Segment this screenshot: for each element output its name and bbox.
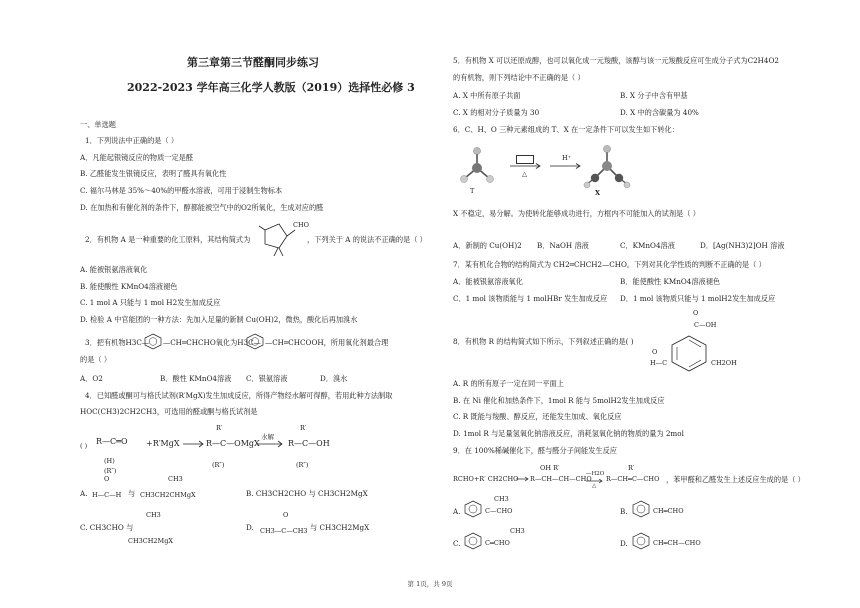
benzene-ring-icon (631, 500, 651, 518)
q3-stem-d: 的是（ ） (80, 355, 112, 364)
benzene-ring-icon (463, 532, 483, 550)
q4-intermediate: R—C—OMgX (206, 439, 260, 448)
q4-paren: ( ) (80, 442, 88, 450)
q2-option-d: D. 检验 A 中官能团的一种方法：先加入足量的新制 Cu(OH)2，微热，酸化后再加溴水 (80, 315, 358, 324)
q4-product: R—C—OH (288, 439, 330, 448)
q4-hydrolysis-label: 水解 (261, 433, 274, 441)
q9-option-a: A. (453, 507, 461, 516)
q9-reaction-b: R—CH—CH—CHO (530, 475, 592, 483)
q4-option-d: D. (246, 523, 254, 532)
q3-option-d: D．溴水 (320, 374, 348, 383)
q9-reaction-a: RCHO+R′ CH2CHO (453, 475, 519, 483)
q3-option-a: A．O2 (80, 374, 103, 383)
q4-option-a-with: 与 (128, 489, 136, 498)
q8-struct-cooh: C—OH (694, 321, 717, 329)
arrow-icon (550, 163, 582, 169)
q9-option-c-chain: C═CHO (485, 539, 510, 547)
q1-option-b: B. 乙醛能发生银镜反应，表明了醛具有氧化性 (80, 169, 227, 178)
q4-option-a-ch3: CH3 (168, 475, 183, 483)
q2-stem-b: ，下列关于 A 的说法不正确的是（ ） (307, 235, 427, 244)
q4-reactant-r: (R″) (104, 467, 117, 475)
q6-stem2: X 不稳定，易分解。为使转化能够成功进行，方框内不可能加入的试剂是（ ） (453, 209, 700, 218)
q6-option-b: B．NaOH 溶液 (537, 241, 589, 250)
q9-reaction-rp: R′ (628, 464, 635, 472)
q8-struct-ch2oh: CH2OH (711, 359, 737, 367)
q4-mid-rprime: R′ (216, 424, 223, 432)
q6-acid: H⁺ (562, 154, 572, 162)
q4-option-a-o: O (104, 475, 110, 483)
q6-label-x: X (595, 189, 601, 197)
q1-option-d: D. 在加热和有催化剂的条件下，醇都能被空气中的O2所氧化，生成对应的醛 (80, 203, 324, 212)
q1-option-c: C. 福尔马林是 35%～40%的甲醛水溶液，可用于浸制生物标本 (80, 186, 283, 195)
q4-option-d-with: 与 CH3CH2MgX (310, 523, 370, 532)
q4-option-a-hch: H—C—H (92, 491, 122, 499)
q9-option-b: B. (620, 507, 628, 516)
q7-stem: 7．某有机化合物的结构简式为 CH2═CHCH2—CHO。下列对其化学性质的判断不正确的是（ ） (453, 260, 766, 269)
q1-stem: 1．下列说法中正确的是（ ） (85, 136, 179, 145)
q5-option-d: D. X 中的含碳量为 40% (620, 108, 699, 117)
q6-heat: △ (522, 170, 527, 178)
q4-product-rdouble: (R″) (296, 461, 309, 469)
q9-option-b-chain: CH═CHO (653, 507, 684, 515)
q3-option-b: B．酸性 KMnO4溶液 (160, 374, 232, 383)
q3-option-c: C．银氨溶液 (246, 374, 288, 383)
q9-stem: 9．在 100%稀碱催化下，醛与醛分子间能发生反应 (453, 446, 617, 455)
q4-option-d-acetone: CH3—C—CH3 (260, 527, 308, 535)
q9-option-a-ch3: CH3 (494, 495, 509, 503)
q7-option-a: A．能被银氨溶液氧化 (453, 277, 523, 286)
molecule-t-image (455, 142, 505, 194)
q4-mid-rdouble: (R″) (212, 461, 225, 469)
q3-stem-b: —CH═CHCHO氧化为H3C— (163, 338, 261, 347)
q1-option-a: A．凡能起银镜反应的物质一定是醛 (80, 153, 194, 162)
q9-reaction-e: R—CH═C—CHO (606, 475, 660, 483)
q8-stem: 8．有机物 R 的结构简式如下所示，下列叙述正确的是( ) (453, 337, 634, 346)
q8-option-d: D. 1mol R 与足量氢氧化钠溶液反应，消耗氢氧化钠的物质的量为 2mol (453, 429, 684, 438)
page-footer: 第 1页，共 9页 (407, 580, 453, 588)
q4-option-b: B. CH3CH2CHO 与 CH3CH2MgX (246, 489, 368, 498)
q4-option-c: C. CH3CHO 与 (80, 523, 134, 532)
q7-option-d: D．1 mol 该物质只能与 1 molH2发生加成反应 (620, 294, 776, 303)
q4-grignard: +R′MgX (146, 439, 180, 448)
q5-option-a: A. X 中所有原子共面 (453, 91, 521, 100)
q4-option-a-grignard: CH3CH2CHMgX (140, 491, 196, 499)
q9-option-c: C. (453, 539, 461, 548)
q4-option-c-grignard: CH3CH2MgX (128, 537, 173, 545)
benzene-ring-icon (668, 334, 710, 372)
q4-product-rprime: R′ (300, 424, 307, 432)
q3-stem-a: 3．把有机物H3C— (85, 338, 150, 347)
q8-struct-o-low: O (652, 348, 658, 356)
q9-reaction-oh: OH R′ (540, 464, 560, 472)
q6-option-a: A．新制的 Cu(OH)2 (453, 241, 522, 250)
benzene-ring-icon (143, 333, 163, 349)
benzene-ring-icon (245, 333, 265, 349)
q5-option-c: C. X 的相对分子质量为 30 (453, 108, 540, 117)
arrow-icon (516, 476, 530, 482)
q8-option-a: A. R 的所有原子一定在同一平面上 (453, 379, 564, 388)
q5-stem: 5．有机物 X 可以还原成醇，也可以氧化成一元羧酸，该醇与该一元羧酸反应可生成分子式为C2H4O2 (453, 56, 779, 65)
q8-option-b: B. 在 Ni 催化和加热条件下，1mol R 能与 5molH2发生加成反应 (453, 396, 665, 405)
q7-option-b: B．能使酸性 KMnO4溶液褪色 (620, 277, 721, 286)
q6-option-c: C．KMnO4溶液 (620, 241, 675, 250)
page-subtitle: 2022-2023 学年高三化学人教版（2019）选择性必修 3 (127, 81, 415, 94)
q4-reactant: R—C═O (96, 437, 128, 446)
q2-cho-label: CHO (293, 221, 309, 229)
q8-struct-o-top: O (693, 309, 699, 317)
q2-option-c: C. 1 mol A 只能与 1 mol H2发生加成反应 (80, 298, 221, 307)
q9-reaction-d: △ (592, 483, 597, 489)
q7-option-c: C．1 mol 该物质能与 1 molHBr 发生加成反应 (453, 294, 608, 303)
benzene-ring-icon (631, 532, 651, 550)
q2-option-a: A. 能被银氨溶液氧化 (80, 265, 148, 274)
q5-stem2: 的有机物，则下列结论中不正确的是（ ） (453, 73, 585, 82)
q6-label-t: T (470, 187, 475, 195)
q3-stem-c: —CH═CHCOOH，所用氧化剂最合理 (265, 338, 389, 347)
q5-option-b: B. X 分子中含有甲基 (620, 91, 688, 100)
q9-reaction-c: —H2O (586, 471, 605, 477)
q6-stem: 6．C、H、O 三种元素组成的 T、X 在一定条件下可以发生如下转化： (453, 125, 679, 134)
q9-option-d-chain: CH═CH—CHO (653, 539, 701, 547)
arrow-icon (256, 440, 284, 448)
q2-stem-a: 2．有机物 A 是一种重要的化工原料，其结构简式为 (85, 235, 251, 244)
q9-option-d: D. (620, 539, 628, 548)
benzene-ring-icon (463, 500, 483, 518)
q8-struct-hc: H—C (650, 359, 668, 367)
q9-option-a-chain: C—CHO (485, 507, 513, 515)
section-heading: 一、单选题 (80, 120, 116, 129)
q9-stem-b: ，苯甲醛和乙醛发生上述反应生成的是（ ） (666, 475, 805, 484)
q2-option-b: B. 能使酸性 KMnO4溶液褪色 (80, 282, 178, 291)
molecule-x-image (583, 140, 633, 194)
q9-option-c-ch3: CH3 (510, 527, 525, 535)
q4-option-d-o: O (283, 511, 289, 519)
q4-stem: 4．已知醛或酮可与格氏试剂(R′MgX)发生加成反应，所得产物经水解可得醇，若用此种方法制取 (85, 391, 393, 400)
arrow-icon (510, 163, 542, 169)
q4-option-c-ch3: CH3 (146, 511, 161, 519)
q8-option-c: C. R 既能与羧酸、醇反应，还能发生加成、氧化反应 (453, 412, 622, 421)
q6-option-d: D．[Ag(NH3)2]OH 溶液 (700, 241, 785, 250)
page-title: 第三章第三节醛酮同步练习 (187, 56, 319, 69)
q4-stem2: HOC(CH3)2CH2CH3，可选用的醛或酮与格氏试剂是 (80, 407, 258, 416)
arrow-icon (183, 440, 205, 448)
q4-reactant-h: (H) (104, 457, 115, 465)
q4-option-a: A. (80, 489, 88, 498)
